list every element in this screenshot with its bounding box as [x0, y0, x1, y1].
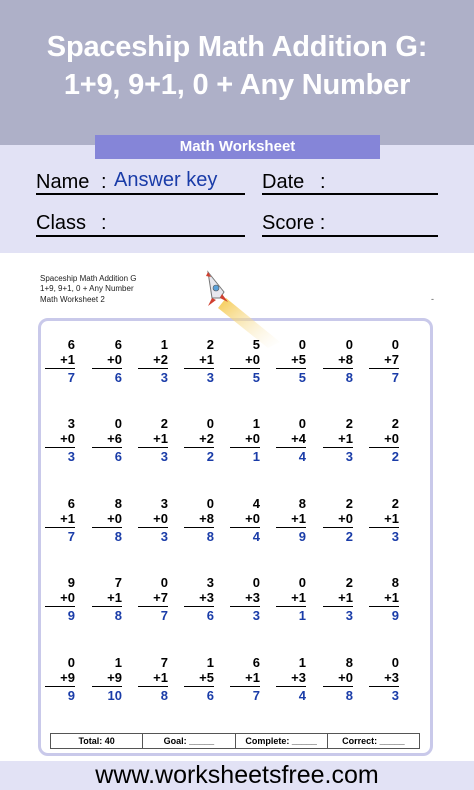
class-colon: :: [101, 212, 107, 234]
problem: [184, 496, 214, 544]
problem-rule: [92, 368, 122, 369]
problem-answer: 3: [160, 370, 168, 385]
problem-rule: [45, 527, 75, 528]
problem-addend: +0: [384, 431, 399, 446]
sheet-subtitle: 1+9, 9+1, 0 + Any Number: [40, 284, 134, 293]
problem-top: 9: [67, 575, 75, 590]
problem-rule: [323, 606, 353, 607]
problem: [184, 337, 214, 385]
problem-top: 3: [206, 575, 214, 590]
problem-rule: [45, 606, 75, 607]
problem: [92, 337, 122, 385]
problem-rule: [92, 447, 122, 448]
problem-addend: +0: [60, 590, 75, 605]
problem-addend: +1: [153, 431, 168, 446]
problem-addend: +0: [338, 670, 353, 685]
problem-answer: 3: [345, 449, 353, 464]
problem-addend: +3: [291, 670, 306, 685]
problem-rule: [369, 606, 399, 607]
problem-addend: +0: [245, 352, 260, 367]
problem-top: 0: [298, 337, 306, 352]
name-underline: [36, 193, 245, 195]
problem-addend: +5: [199, 670, 214, 685]
problem-answer: 9: [391, 608, 399, 623]
problem-addend: +1: [153, 670, 168, 685]
problem-addend: +2: [199, 431, 214, 446]
problem-answer: 10: [107, 688, 122, 703]
problem: [276, 655, 306, 703]
problem-answer: 7: [67, 529, 75, 544]
problem-addend: +7: [153, 590, 168, 605]
date-label: Date: [262, 171, 305, 193]
problem-top: 8: [391, 575, 399, 590]
problem-addend: +9: [60, 670, 75, 685]
problem: [230, 575, 260, 623]
problem: [369, 337, 399, 385]
problem: [369, 416, 399, 464]
problem-answer: 9: [67, 688, 75, 703]
problem-top: 8: [298, 496, 306, 511]
problem-rule: [184, 686, 214, 687]
problem-rule: [138, 527, 168, 528]
problem-answer: 4: [252, 529, 260, 544]
problem: [276, 575, 306, 623]
problem-answer: 8: [160, 688, 168, 703]
problem-rule: [276, 686, 306, 687]
problem-answer: 8: [206, 529, 214, 544]
problem-rule: [230, 606, 260, 607]
footer-correct: Correct: _____: [342, 736, 405, 746]
problem-top: 2: [345, 575, 353, 590]
problem-addend: +9: [107, 670, 122, 685]
problem-rule: [45, 368, 75, 369]
problem-addend: +0: [245, 431, 260, 446]
problem-top: 2: [345, 416, 353, 431]
problem-rule: [276, 447, 306, 448]
problem: [184, 575, 214, 623]
problem-rule: [184, 447, 214, 448]
problem: [45, 575, 75, 623]
sheet-title: Spaceship Math Addition G: [40, 274, 137, 283]
page-title: [0, 28, 474, 104]
problem-addend: +1: [245, 670, 260, 685]
problem: [138, 575, 168, 623]
problem-rule: [45, 447, 75, 448]
problem-rule: [230, 447, 260, 448]
problem-addend: +8: [199, 511, 214, 526]
problem-rule: [323, 368, 353, 369]
problem: [45, 655, 75, 703]
problem-top: 2: [160, 416, 168, 431]
problem-answer: 3: [160, 529, 168, 544]
name-label: Name: [36, 171, 90, 193]
problem-top: 0: [67, 655, 75, 670]
problem-rule: [184, 527, 214, 528]
problem: [230, 655, 260, 703]
problem-top: 1: [252, 416, 260, 431]
problem-rule: [323, 686, 353, 687]
page-title-line2: 1+9, 9+1, 0 + Any Number: [63, 69, 411, 101]
problem-answer: 8: [114, 608, 122, 623]
problem-top: 6: [252, 655, 260, 670]
problem-top: 0: [206, 496, 214, 511]
problem-top: 4: [252, 496, 260, 511]
problem-answer: 7: [391, 370, 399, 385]
worksheet-tag: Math Worksheet: [95, 135, 380, 159]
problem-top: 3: [160, 496, 168, 511]
problem-answer: 4: [298, 449, 306, 464]
problem-answer: 6: [206, 688, 214, 703]
problem-rule: [230, 686, 260, 687]
problem-answer: 9: [298, 529, 306, 544]
problem: [369, 655, 399, 703]
problem-rule: [276, 527, 306, 528]
problem: [323, 496, 353, 544]
problem: [323, 337, 353, 385]
problem-answer: 5: [252, 370, 260, 385]
problem-rule: [369, 368, 399, 369]
problem-addend: +1: [338, 590, 353, 605]
score-footer: [50, 733, 420, 749]
date-colon: :: [320, 171, 326, 193]
problem-rule: [184, 606, 214, 607]
problem-answer: 3: [345, 608, 353, 623]
problem: [276, 416, 306, 464]
problem-answer: 5: [298, 370, 306, 385]
problem: [45, 337, 75, 385]
problem: [230, 416, 260, 464]
problem-answer: 3: [391, 688, 399, 703]
problem-rule: [323, 447, 353, 448]
problem-top: 1: [206, 655, 214, 670]
problem-top: 0: [345, 337, 353, 352]
sheet-dash: -: [431, 294, 434, 304]
problem-rule: [276, 606, 306, 607]
problem-rule: [369, 527, 399, 528]
problem-answer: 7: [160, 608, 168, 623]
problem: [184, 655, 214, 703]
problem-rule: [138, 447, 168, 448]
problem-answer: 6: [206, 608, 214, 623]
problem: [92, 575, 122, 623]
problem: [138, 655, 168, 703]
problem-addend: +1: [199, 352, 214, 367]
problem-top: 8: [114, 496, 122, 511]
problem-answer: 1: [252, 449, 260, 464]
problem-top: 7: [114, 575, 122, 590]
problem-answer: 3: [391, 529, 399, 544]
problem-answer: 2: [345, 529, 353, 544]
problem: [323, 575, 353, 623]
problem-addend: +7: [384, 352, 399, 367]
name-colon: :: [101, 171, 107, 193]
sheet-label: Math Worksheet 2: [40, 295, 105, 304]
problem-rule: [369, 686, 399, 687]
problem-rule: [184, 368, 214, 369]
problem-answer: 3: [206, 370, 214, 385]
site-url[interactable]: www.worksheetsfree.com: [95, 761, 379, 789]
problem: [138, 496, 168, 544]
problem-top: 0: [252, 575, 260, 590]
problem-addend: +1: [60, 352, 75, 367]
problem-answer: 8: [345, 370, 353, 385]
problem-addend: +3: [384, 670, 399, 685]
problem-top: 1: [114, 655, 122, 670]
score-underline: [262, 235, 438, 237]
problem-addend: +0: [60, 431, 75, 446]
problem: [184, 416, 214, 464]
problem-top: 8: [345, 655, 353, 670]
problem-rule: [230, 527, 260, 528]
problem-rule: [92, 527, 122, 528]
problem: [276, 496, 306, 544]
problem: [45, 416, 75, 464]
problem-rule: [92, 606, 122, 607]
problem: [45, 496, 75, 544]
problem-top: 6: [114, 337, 122, 352]
problem-rule: [92, 686, 122, 687]
score-label: Score :: [262, 212, 326, 234]
problem-answer: 7: [67, 370, 75, 385]
problem-top: 0: [206, 416, 214, 431]
problem-addend: +6: [107, 431, 122, 446]
problem-top: 2: [345, 496, 353, 511]
problem-answer: 3: [160, 449, 168, 464]
problem-answer: 4: [298, 688, 306, 703]
problem-top: 6: [67, 337, 75, 352]
problem: [230, 337, 260, 385]
class-underline: [36, 235, 245, 237]
problem-rule: [230, 368, 260, 369]
problem-answer: 9: [67, 608, 75, 623]
problem-top: 0: [298, 416, 306, 431]
problem: [369, 575, 399, 623]
problem-top: 6: [67, 496, 75, 511]
problem-top: 0: [391, 655, 399, 670]
problem-answer: 6: [114, 449, 122, 464]
problem-rule: [323, 527, 353, 528]
problem: [276, 337, 306, 385]
footer-total: Total: 40: [51, 734, 143, 748]
problem-addend: +0: [107, 511, 122, 526]
problem-addend: +0: [107, 352, 122, 367]
problem-addend: +2: [153, 352, 168, 367]
problem-answer: 2: [206, 449, 214, 464]
problem-addend: +4: [291, 431, 306, 446]
problem-rule: [138, 686, 168, 687]
problem-top: 0: [160, 575, 168, 590]
problem: [369, 496, 399, 544]
problem-addend: +1: [107, 590, 122, 605]
problem-top: 7: [160, 655, 168, 670]
problem-rule: [138, 606, 168, 607]
problem-answer: 8: [114, 529, 122, 544]
footer-complete: Complete: _____: [236, 734, 328, 748]
problem-addend: +3: [199, 590, 214, 605]
problem-addend: +0: [338, 511, 353, 526]
problem-addend: +5: [291, 352, 306, 367]
problem-addend: +1: [384, 511, 399, 526]
problem-addend: +1: [60, 511, 75, 526]
problem: [92, 655, 122, 703]
problem-answer: 2: [391, 449, 399, 464]
problem-rule: [276, 368, 306, 369]
problem-top: 0: [391, 337, 399, 352]
footer-goal: Goal: _____: [143, 734, 235, 748]
problem-top: 1: [160, 337, 168, 352]
problem-rule: [45, 686, 75, 687]
problem-top: 5: [252, 337, 260, 352]
problem-answer: 3: [67, 449, 75, 464]
class-label: Class: [36, 212, 87, 234]
problem-top: 1: [298, 655, 306, 670]
problem: [138, 416, 168, 464]
problem-addend: +1: [291, 590, 306, 605]
problem-rule: [138, 368, 168, 369]
page-title-line1: Spaceship Math Addition G:: [46, 31, 428, 63]
problem: [92, 496, 122, 544]
problem: [323, 416, 353, 464]
rocket-icon: [198, 268, 288, 348]
problem-top: 2: [391, 496, 399, 511]
problem-answer: 8: [345, 688, 353, 703]
problem-addend: +3: [245, 590, 260, 605]
problem-answer: 6: [114, 370, 122, 385]
problem-top: 3: [67, 416, 75, 431]
problem-top: 0: [114, 416, 122, 431]
problem-top: 0: [298, 575, 306, 590]
problem-top: 2: [206, 337, 214, 352]
problem-addend: +1: [291, 511, 306, 526]
problem-addend: +1: [338, 431, 353, 446]
problem-answer: 7: [252, 688, 260, 703]
problem-top: 2: [391, 416, 399, 431]
problem-answer: 1: [298, 608, 306, 623]
problem: [323, 655, 353, 703]
problem-addend: +0: [245, 511, 260, 526]
problem: [92, 416, 122, 464]
problem-addend: +1: [384, 590, 399, 605]
problem: [138, 337, 168, 385]
problem-addend: +8: [338, 352, 353, 367]
problem-addend: +0: [153, 511, 168, 526]
problem-rule: [369, 447, 399, 448]
date-underline: [262, 193, 438, 195]
name-value: Answer key: [114, 169, 218, 191]
problem: [230, 496, 260, 544]
problem-answer: 3: [252, 608, 260, 623]
